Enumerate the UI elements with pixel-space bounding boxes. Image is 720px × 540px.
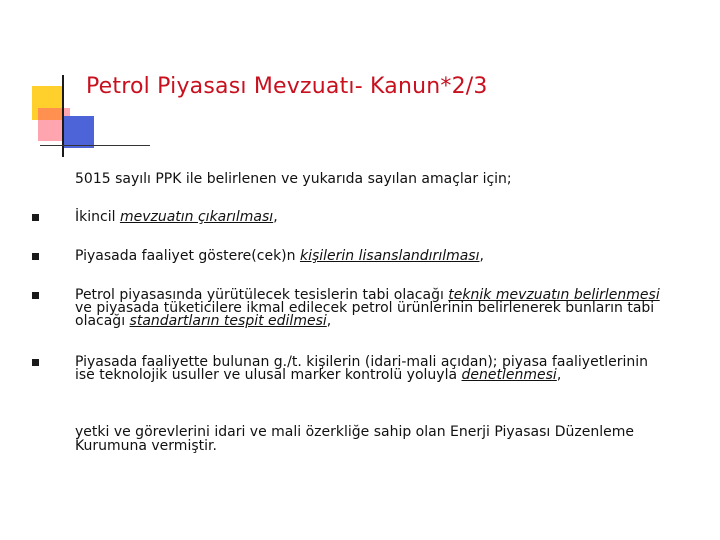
bullet-square-icon bbox=[32, 359, 39, 366]
bullet-square-icon bbox=[32, 253, 39, 260]
bullet-text bbox=[75, 209, 278, 225]
slide-title: Petrol Piyasası Mevzuatı- Kanun*2/3 bbox=[86, 74, 488, 99]
bullet-text bbox=[75, 354, 648, 383]
underlined-phrase: standartların tespit edilmesi bbox=[129, 313, 327, 329]
bullet-square-icon bbox=[32, 292, 39, 299]
bullet-item-inspection bbox=[75, 356, 660, 382]
bullet-text bbox=[75, 287, 660, 329]
text-segment: Petrol piyasasında yürütülecek tesislerin tabi olacağı bbox=[75, 287, 449, 303]
logo-horizontal-line bbox=[40, 145, 150, 146]
underlined-phrase: mevzuatın çıkarılması bbox=[119, 209, 274, 225]
text-segment: Piyasada faaliyet göstere(cek)n bbox=[75, 248, 300, 264]
text-segment: , bbox=[326, 313, 332, 329]
bullet-text bbox=[75, 248, 484, 264]
bullet-item-technical-standards bbox=[75, 289, 660, 328]
logo-blue-square bbox=[62, 116, 94, 148]
text-segment: , bbox=[556, 367, 562, 383]
text-segment: , bbox=[273, 209, 278, 225]
underlined-phrase: teknik mevzuatın belirlenmesi bbox=[448, 287, 660, 303]
bullet-square-icon bbox=[32, 214, 39, 221]
underlined-phrase: denetlenmesi bbox=[461, 367, 557, 383]
bullet-item-secondary-legislation bbox=[75, 211, 660, 224]
text-segment: Piyasada faaliyette bulunan g./t. kişilerin (idari-mali açıdan); piyasa faaliyetlerinin ise teknolojik usuller ve ulusal marker kontrolü yoluyla bbox=[75, 354, 648, 383]
closing-text: yetki ve görevlerini idari ve mali özerkliğe sahip olan Enerji Piyasası Düzenleme Kurumuna vermiştir. bbox=[75, 424, 634, 454]
text-segment: İkincil bbox=[75, 209, 120, 225]
bullet-item-licensing bbox=[75, 250, 660, 263]
text-segment: , bbox=[479, 248, 484, 264]
text-segment: ve piyasada tüketicilere ikmal edilecek petrol ürünlerinin belirlenerek bunların tabi olacağı bbox=[75, 300, 655, 329]
underlined-phrase: kişilerin lisanslandırılması bbox=[299, 248, 480, 264]
intro-text: 5015 sayılı PPK ile belirlenen ve yukarıda sayılan amaçlar için; bbox=[75, 171, 512, 187]
